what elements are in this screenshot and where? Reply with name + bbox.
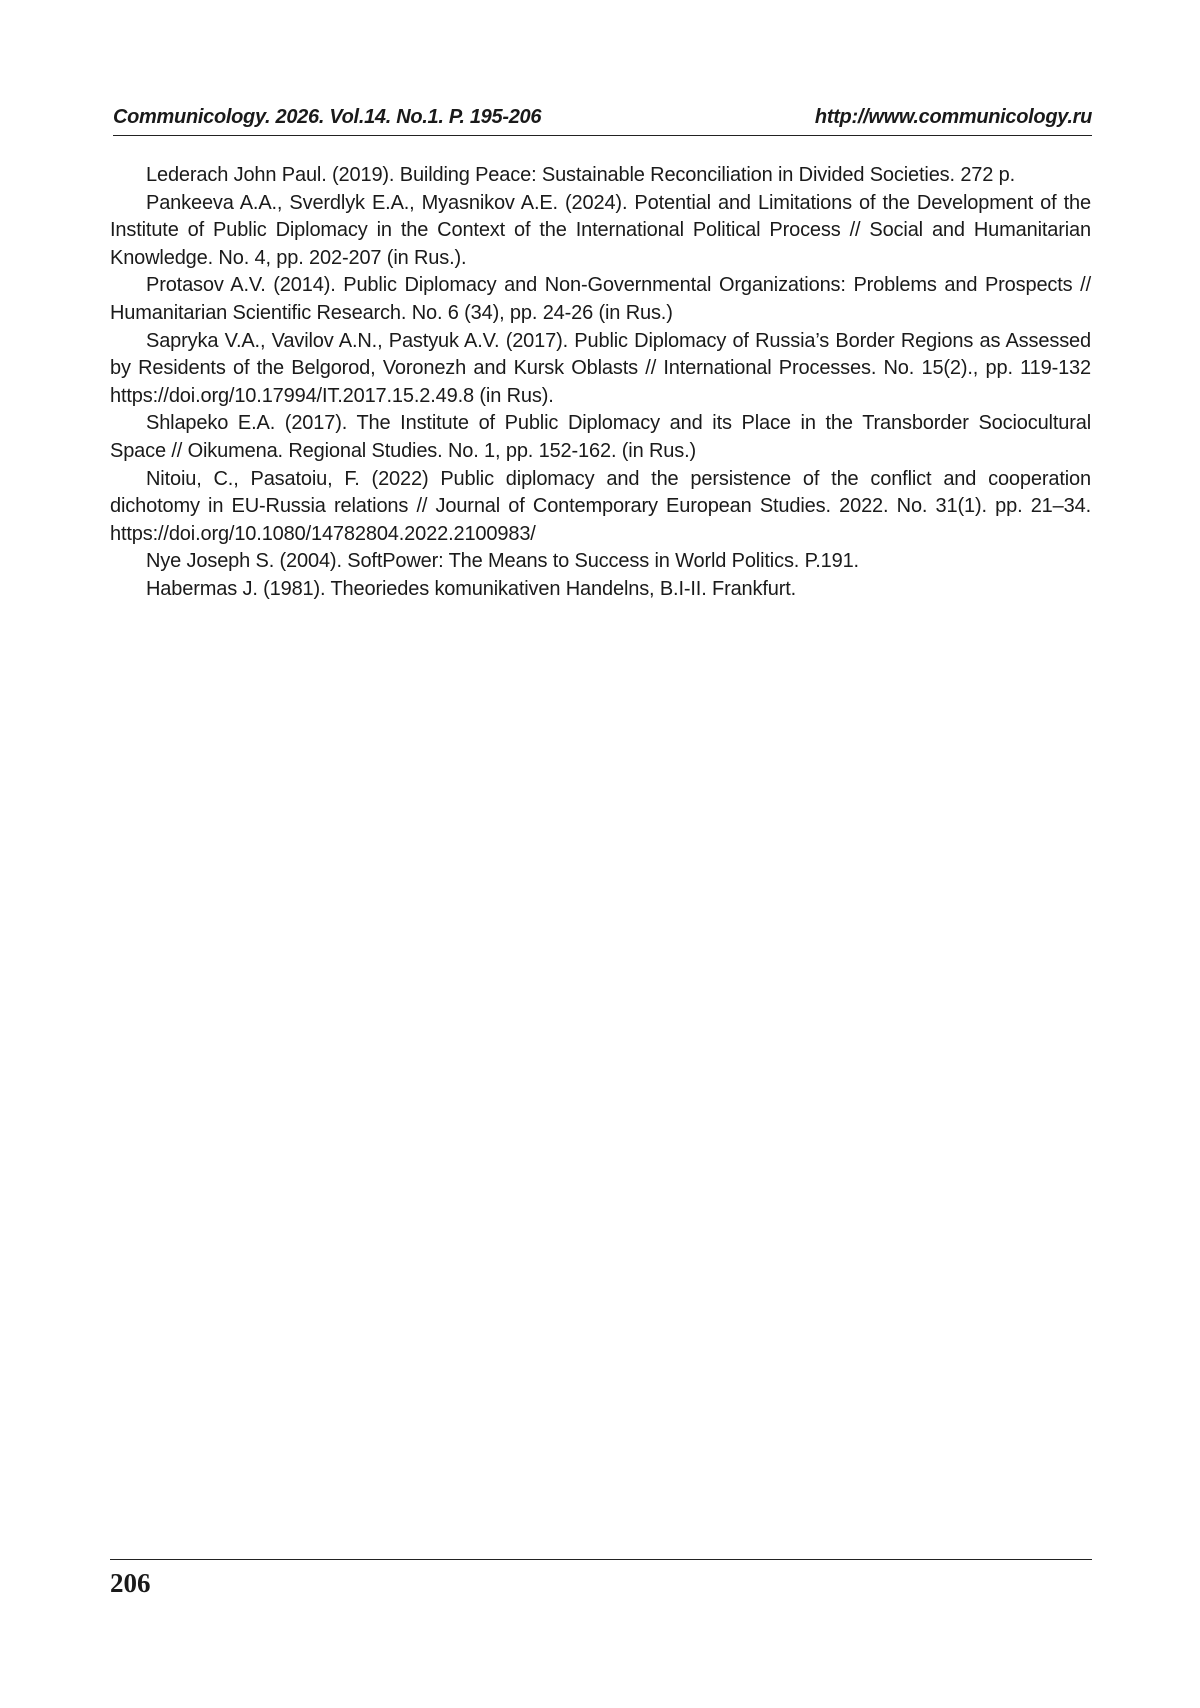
reference-item: Sapryka V.A., Vavilov A.N., Pastyuk A.V. (2017). Public Diplomacy of Russia’s Border Regions as Assessed by Residents of the Belgorod, Voronezh and Kursk Oblasts // International Processes. No. 15(2)., pp. 119-132 https://doi.org/10.17994/IT.2017.15.2.49.8 (in Rus). bbox=[110, 329, 1091, 407]
journal-citation: Communicology. 2026. Vol.14. No.1. P. 195-206 bbox=[113, 106, 542, 128]
reference-list bbox=[110, 162, 1091, 604]
reference-item: Habermas J. (1981). Theoriedes komunikativen Handelns, B.I-II. Frankfurt. bbox=[146, 577, 797, 600]
reference-item: Nye Joseph S. (2004). SoftPower: The Means to Success in World Politics. P.191. bbox=[146, 550, 859, 573]
running-header bbox=[113, 102, 1092, 136]
footer-divider bbox=[110, 1559, 1092, 1560]
page-number: 206 bbox=[110, 1568, 151, 1598]
journal-url[interactable]: http://www.communicology.ru bbox=[814, 106, 1092, 128]
reference-item: Shlapeko E.A. (2017). The Institute of Public Diplomacy and its Place in the Transborder Sociocultural Space // Oikumena. Regional Studies. No. 1, pp. 152-162. (in Rus.) bbox=[110, 412, 1091, 462]
reference-item: Nitoiu, C., Pasatoiu, F. (2022) Public diplomacy and the persistence of the conflict and cooperation dichotomy in EU-Russia relations // Journal of Contemporary European Studies. 2022. No. 31(1). pp. 21–34. https://doi.org/10.1080/14782804.2022.2100983/ bbox=[110, 467, 1091, 545]
reference-item: Pankeeva A.A., Sverdlyk E.A., Myasnikov A.E. (2024). Potential and Limitations of the Development of the Institute of Public Diplomacy in the Context of the International Political Process // Social and Humanitarian Knowledge. No. 4, pp. 202-207 (in Rus.). bbox=[110, 191, 1091, 269]
reference-item: Lederach John Paul. (2019). Building Peace: Sustainable Reconciliation in Divided Societies. 272 p. bbox=[146, 164, 1016, 186]
reference-item: Protasov A.V. (2014). Public Diplomacy and Non-Governmental Organizations: Problems and Prospects // Humanitarian Scientific Research. No. 6 (34), pp. 24-26 (in Rus.) bbox=[110, 274, 1091, 324]
